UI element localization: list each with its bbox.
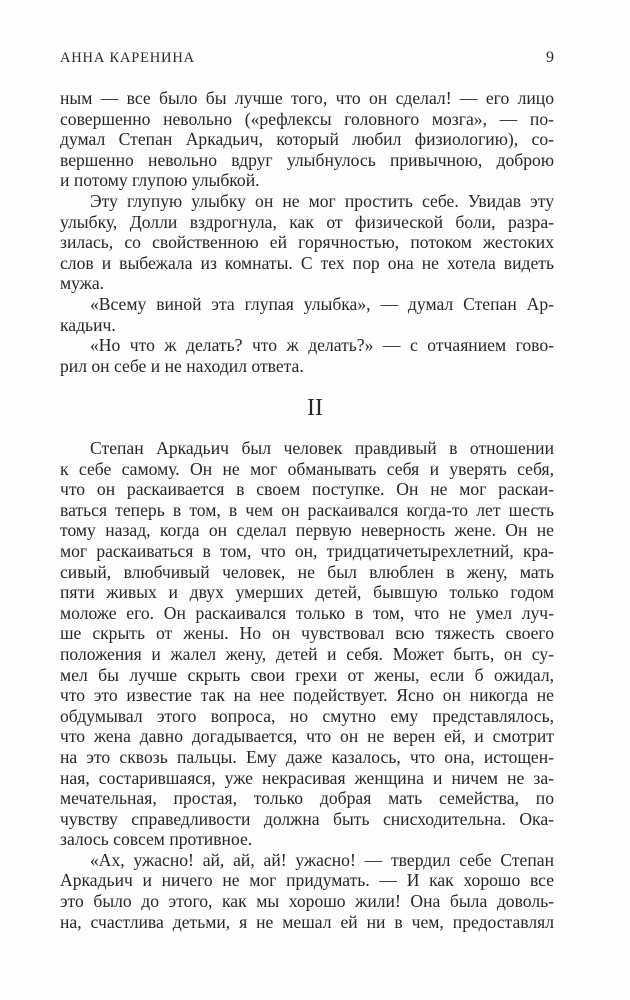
text-line: ная, состарившаяся, уже некрасивая женщина и ничем не за- [60,767,554,788]
text-line: на, счастлива детьми, я не мешал ей ни в чем, предоставлял [60,911,554,932]
book-title: АННА КАРЕНИНА [60,50,195,66]
text-line: пяти живых и двух умерших детей, бывшую только годом [60,582,554,603]
text-line: к себе самому. Он не мог обманывать себя и уверять себя, [60,458,554,479]
text-line: что жена давно догадывается, что он не верен ей, и смотрит [60,726,554,747]
text-block-chapter-2 [60,438,554,932]
text-line: мечательная, простая, только добрая мать семейства, по [60,788,554,809]
text-line: чувству справедливости должна быть снисходительна. Ока- [60,808,554,829]
text-line: рил он себе и не находил ответа. [60,355,304,376]
text-line: моложе его. Он раскаивался только в том, что не умел луч- [60,602,554,623]
text-line: ше скрыть от жены. Но он чувствовал всю тяжесть своего [60,623,554,644]
text-line: тому назад, когда он сделал первую неверность жене. Он не [60,520,554,541]
text-line: улыбку, Долли вздрогнула, как от физической боли, разра- [60,211,554,232]
chapter-heading: II [307,395,323,421]
text-line: «Всему виной эта глупая улыбка», — думал Степан Ар- [90,293,554,314]
text-line: сивый, влюбчивый человек, не был влюблен в жену, мать [60,561,554,582]
text-block-top [60,88,554,376]
text-line: вершенно невольно вдруг улыбнулось привычною, доброю [60,149,554,170]
text-line: на это сквозь пальцы. Ему даже казалось, что она, истощен- [60,746,554,767]
text-line: ваться теперь в том, в чем он раскаивался когда-то лет шесть [60,499,554,520]
text-line: «Но что ж делать? что ж делать?» — с отчаянием гово- [90,335,554,356]
text-line: и потому глупою улыбкой. [60,170,260,191]
text-line: мел бы лучше скрыть свои грехи от жены, если б ожидал, [60,664,554,685]
text-line: думал Степан Аркадьич, который любил физиологию), со- [60,129,554,150]
text-line: зилась, со свойственною ей горячностью, потоком жестоких [60,232,554,253]
text-line: кадьич. [60,314,116,335]
text-line: слов и выбежала из комнаты. С тех пор она не хотела видеть [60,252,554,273]
text-line: залось совсем противное. [60,829,253,850]
page-number: 9 [546,49,554,66]
text-line: Аркадьич и ничего не мог придумать. — И как хорошо все [60,870,554,891]
text-line: Степан Аркадьич был человек правдивый в отношении [90,438,554,458]
text-line: положения и жалел жену, детей и себя. Может быть, он су- [60,643,554,664]
text-line: ным — все было бы лучше того, что он сделал! — его лицо [60,88,554,108]
text-line: «Ах, ужасно! ай, ай, ай! ужасно! — твердил себе Степан [90,849,554,870]
text-line: мог раскаиваться в том, что он, тридцатичетырехлетний, кра- [60,540,554,561]
text-line: мужа. [60,273,105,294]
text-line: Эту глупую улыбку он не мог простить себе. Увидав эту [90,190,554,211]
text-line: что это известие так на нее подействует. Ясно он никогда не [60,685,554,706]
text-line: что он раскаивается в своем поступке. Он не мог раскаи- [60,479,554,500]
text-line: совершенно невольно («рефлексы головного мозга», — по- [60,108,554,129]
text-line: это было до этого, как мы хорошо жили! Она была доволь- [60,891,554,912]
running-header [60,50,554,72]
text-line: обдумывал этого вопроса, но смутно ему представлялось, [60,705,554,726]
